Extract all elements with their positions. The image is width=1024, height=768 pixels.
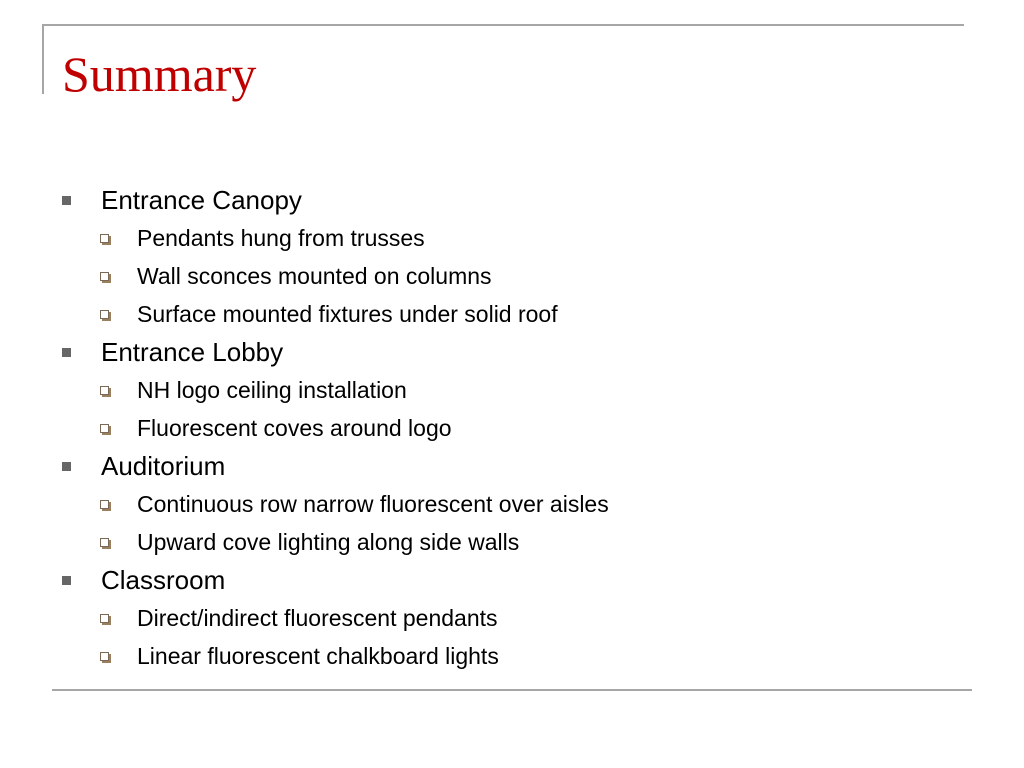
sub-list-item-label: Upward cove lighting along side walls xyxy=(137,529,520,555)
list-item-label: Entrance Lobby xyxy=(101,337,284,367)
list-item-label: Classroom xyxy=(101,565,226,595)
hollow-square-bullet-icon xyxy=(100,424,109,433)
sub-list-item-label: NH logo ceiling installation xyxy=(137,377,407,403)
hollow-square-bullet-icon xyxy=(100,614,109,623)
hollow-square-bullet-icon xyxy=(100,234,109,243)
sub-list-item xyxy=(60,295,960,333)
sub-list-item xyxy=(60,219,960,257)
sub-list-item-label: Surface mounted fixtures under solid roof xyxy=(137,301,558,327)
sub-list-item xyxy=(60,637,960,675)
list-item xyxy=(60,561,960,599)
sub-list-item xyxy=(60,485,960,523)
list-item xyxy=(60,333,960,371)
sub-list-item xyxy=(60,371,960,409)
sub-list-item-label: Linear fluorescent chalkboard lights xyxy=(137,643,499,669)
sub-list-item-label: Wall sconces mounted on columns xyxy=(137,263,492,289)
frame-bottom-line xyxy=(52,689,972,691)
sub-list-item xyxy=(60,599,960,637)
hollow-square-bullet-icon xyxy=(100,272,109,281)
sub-list-item-label: Pendants hung from trusses xyxy=(137,225,425,251)
hollow-square-bullet-icon xyxy=(100,386,109,395)
sub-list-item xyxy=(60,523,960,561)
square-bullet-icon xyxy=(62,576,71,585)
square-bullet-icon xyxy=(62,462,71,471)
bullet-list xyxy=(60,181,960,675)
slide-title: Summary xyxy=(62,46,257,102)
square-bullet-icon xyxy=(62,196,71,205)
hollow-square-bullet-icon xyxy=(100,310,109,319)
list-item-label: Auditorium xyxy=(101,451,226,481)
hollow-square-bullet-icon xyxy=(100,652,109,661)
square-bullet-icon xyxy=(62,348,71,357)
list-item xyxy=(60,447,960,485)
sub-list-item-label: Direct/indirect fluorescent pendants xyxy=(137,605,498,631)
sub-list-item xyxy=(60,257,960,295)
list-item-label: Entrance Canopy xyxy=(101,185,302,215)
frame-left-line xyxy=(42,24,44,94)
sub-list-item xyxy=(60,409,960,447)
frame-top-line xyxy=(42,24,964,26)
list-item xyxy=(60,181,960,219)
sub-list-item-label: Continuous row narrow fluorescent over aisles xyxy=(137,491,609,517)
hollow-square-bullet-icon xyxy=(100,500,109,509)
sub-list-item-label: Fluorescent coves around logo xyxy=(137,415,452,441)
hollow-square-bullet-icon xyxy=(100,538,109,547)
